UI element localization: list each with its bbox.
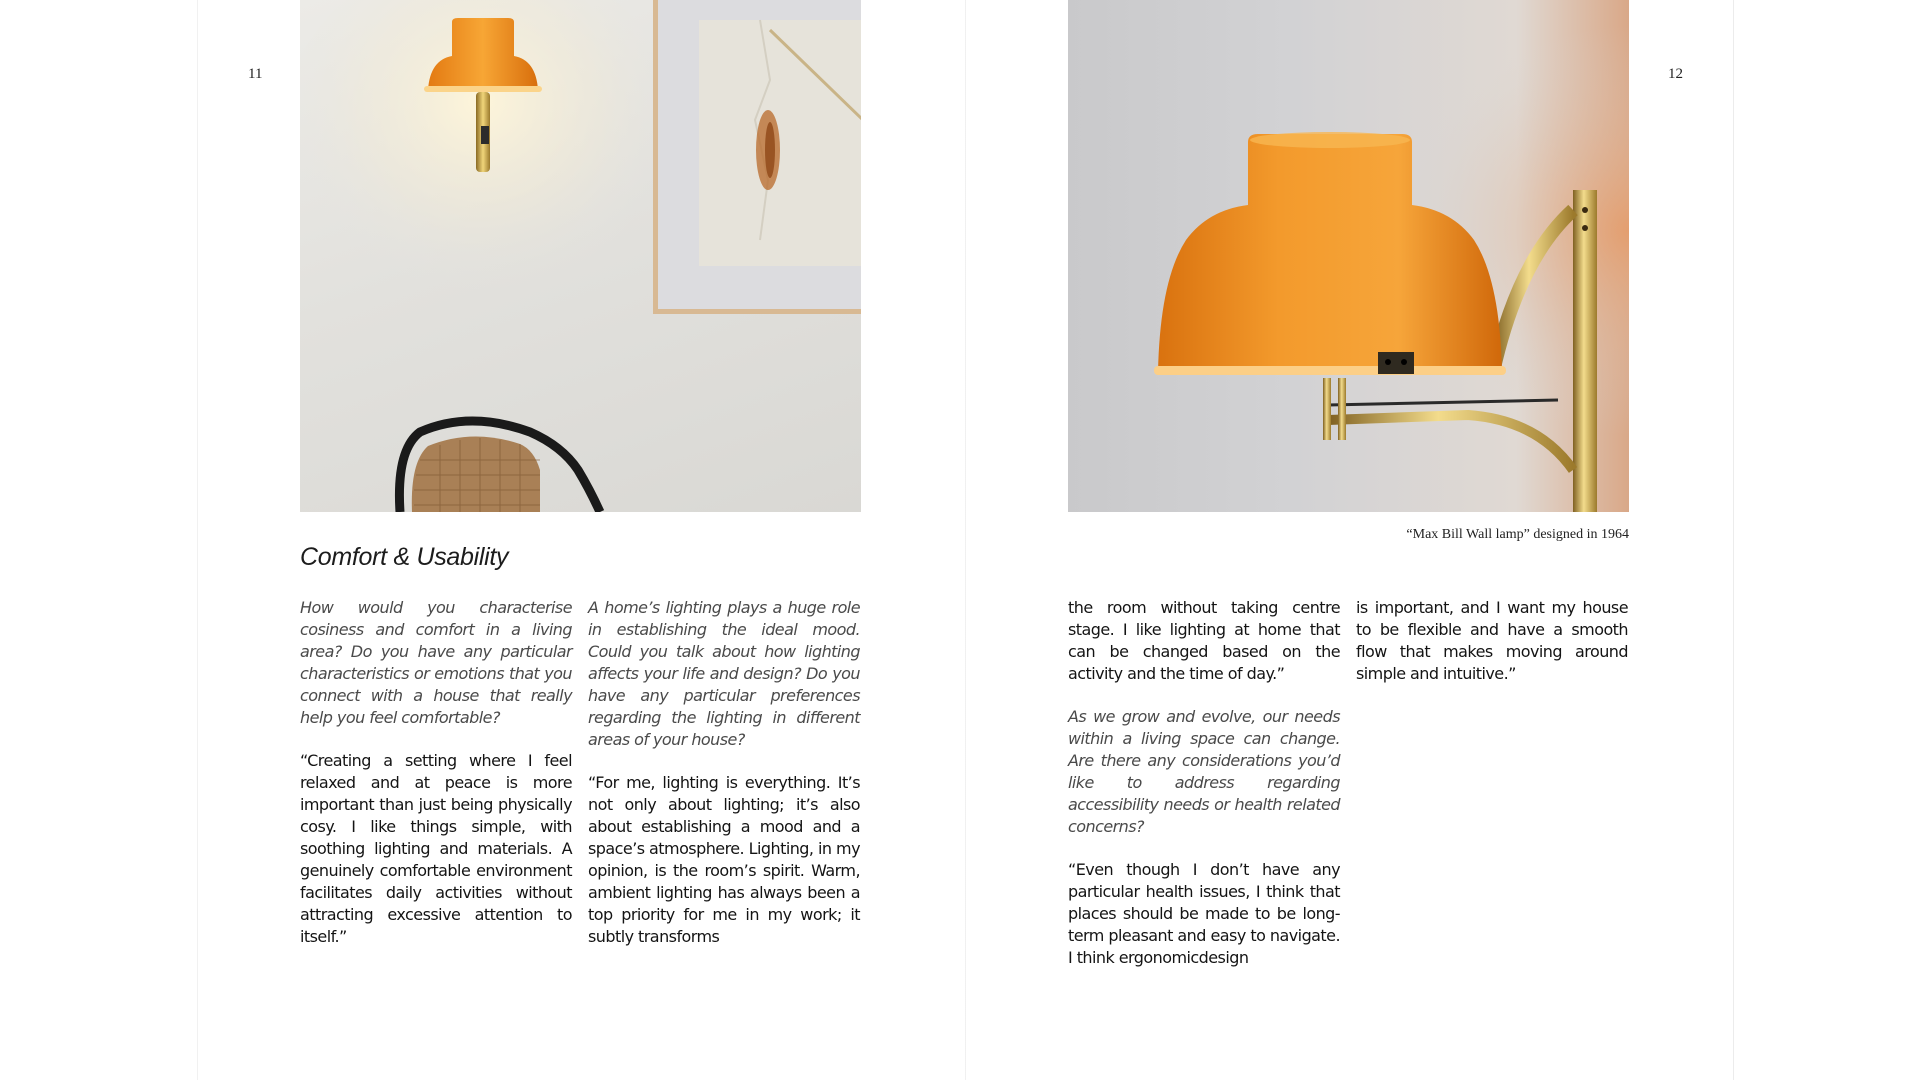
- page-number-right: 12: [1668, 66, 1683, 82]
- right-column-2: [1356, 597, 1628, 706]
- page-number-left: 11: [248, 66, 263, 82]
- left-column-1: [300, 597, 572, 969]
- orange-wall-lamp-illustration: [1068, 0, 1629, 512]
- answer-paragraph: “Creating a setting where I feel relaxed and at peace is more important than just being physically cosy. I like things simple, with soothing lighting and materials. A genuinely comfortable environment facilitates daily activities without attracting excessive attention to itself.”: [300, 751, 572, 946]
- wall-lamp-chair-photo: [300, 0, 861, 512]
- orange-wall-lamp-photo: [1068, 0, 1629, 512]
- question-paragraph: How would you characterise cosiness and comfort in a living area? Do you have any particular characteristics or emotions that you connect with a house that really help you feel comfortable?: [300, 598, 572, 727]
- question-paragraph: As we grow and evolve, our needs within a living space can change. Are there any considerations you’d like to address regarding accessibility needs or health related concerns?: [1068, 707, 1340, 836]
- right-page: [966, 0, 1734, 1080]
- answer-paragraph: the room without taking centre stage. I like lighting at home that can be changed based on the activity and the time of day.”: [1068, 598, 1340, 683]
- right-column-1: [1068, 597, 1340, 990]
- answer-paragraph: is important, and I want my house to be flexible and have a smooth flow that makes moving around simple and intuitive.”: [1356, 598, 1628, 683]
- section-title: Comfort & Usability: [300, 543, 509, 571]
- left-page: [197, 0, 965, 1080]
- question-paragraph: A home’s lighting plays a huge role in establishing the ideal mood. Could you talk about how lighting affects your life and design? Do you have any particular preferences regarding the lighting in different areas of your house?: [588, 598, 860, 749]
- answer-paragraph: “Even though I don’t have any particular health issues, I think that places should be made to be long-term pleasant and easy to navigate. I think ergonomicdesign: [1068, 860, 1340, 967]
- photo-caption: “Max Bill Wall lamp” designed in 1964: [1406, 527, 1629, 542]
- left-column-2: [588, 597, 860, 969]
- answer-paragraph: “For me, lighting is everything. It’s not only about lighting; it’s also about establishing a mood and a space’s atmosphere. Lighting, in my opinion, is the room’s spirit. Warm, ambient lighting has always been a top priority for me in my work; it subtly transforms: [588, 773, 860, 946]
- wall-lamp-chair-illustration: [300, 0, 861, 512]
